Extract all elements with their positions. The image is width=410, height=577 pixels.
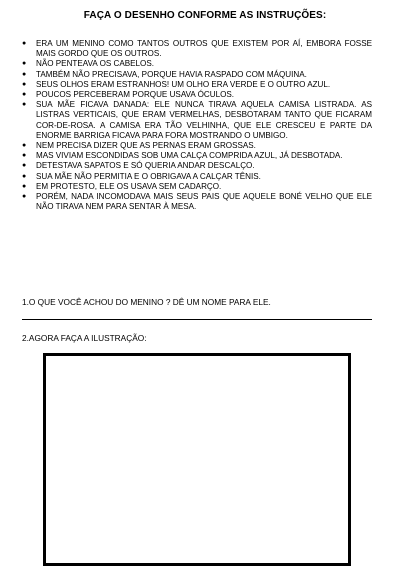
bullet-icon: ●: [22, 80, 27, 88]
bullet-icon: ●: [22, 172, 27, 180]
instruction-item: [22, 100, 372, 141]
instruction-item: [22, 192, 372, 212]
instructions-list: [22, 39, 372, 212]
bullet-icon: ●: [22, 162, 27, 170]
instruction-item: [22, 151, 372, 161]
bullet-icon: ●: [22, 182, 27, 190]
instruction-item: [22, 70, 372, 80]
bullet-icon: ●: [22, 70, 27, 78]
instruction-item: [22, 141, 372, 151]
instruction-text: EM PROTESTO, ELE OS USAVA SEM CADARÇO.: [36, 181, 222, 191]
instruction-text: TAMBÉM NÃO PRECISAVA, PORQUE HAVIA RASPADO COM MÁQUINA.: [36, 69, 307, 79]
instruction-item: [22, 80, 372, 90]
page-title: FAÇA O DESENHO CONFORME AS INSTRUÇÕES:: [83, 10, 327, 21]
bullet-icon: ●: [22, 60, 27, 68]
instruction-item: [22, 59, 372, 69]
instruction-text: SUA MÃE NÃO PERMITIA E O OBRIGAVA A CALÇAR TÊNIS.: [36, 171, 261, 181]
bullet-icon: ●: [22, 142, 27, 150]
instruction-item: [22, 161, 372, 171]
instruction-text: SUA MÃE FICAVA DANADA: ELE NUNCA TIRAVA AQUELA CAMISA LISTRADA. AS LISTRAS VERTICAIS, QUE ERAM VERMELHAS, DESBOTARAM TANTO QUE FICARAM COR-DE-ROSA. A CAMISA ERA TÃO VELHINHA, QUE ELE CRESCEU E PARTE DA ENORME BARRIGA FICAVA PARA FORA MOSTRANDO O UMBIGO.: [36, 100, 372, 140]
instruction-text: NEM PRECISA DIZER QUE AS PERNAS ERAM GROSSAS.: [36, 141, 256, 151]
bullet-icon: ●: [22, 101, 27, 109]
question-2: 2.AGORA FAÇA A ILUSTRAÇÃO:: [22, 333, 147, 343]
bullet-icon: ●: [22, 40, 27, 47]
question-1: 1.O QUE VOCÊ ACHOU DO MENINO ? DÊ UM NOME PARA ELE.: [22, 297, 271, 307]
instruction-text: ERA UM MENINO COMO TANTOS OUTROS QUE EXISTEM POR AÍ, EMBORA FOSSE MAIS GORDO QUE OS OUTROS.: [36, 39, 372, 59]
instruction-text: SEUS OLHOS ERAM ESTRANHOS! UM OLHO ERA VERDE E O OUTRO AZUL.: [36, 79, 331, 89]
instruction-text: PORÉM, NADA INCOMODAVA MAIS SEUS PAIS QUE AQUELE BONÉ VELHO QUE ELE NÃO TIRAVA NEM PARA SENTAR À MESA.: [36, 192, 372, 212]
instruction-item: [22, 90, 372, 100]
answer-line[interactable]: [22, 319, 372, 320]
instruction-text: NÃO PENTEAVA OS CABELOS.: [36, 59, 154, 69]
instruction-text: POUCOS PERCEBERAM PORQUE USAVA ÓCULOS.: [36, 90, 235, 100]
bullet-icon: ●: [22, 152, 27, 160]
instruction-item: [22, 182, 372, 192]
instruction-text: MAS VIVIAM ESCONDIDAS SOB UMA CALÇA COMPRIDA AZUL, JÁ DESBOTADA.: [36, 151, 343, 161]
bullet-icon: ●: [22, 91, 27, 99]
instruction-text: DETESTAVA SAPATOS E SÓ QUERIA ANDAR DESCALÇO.: [36, 161, 255, 171]
instruction-item: [22, 172, 372, 182]
drawing-box[interactable]: [43, 353, 351, 566]
instruction-item: [22, 39, 372, 59]
bullet-icon: ●: [22, 193, 27, 201]
